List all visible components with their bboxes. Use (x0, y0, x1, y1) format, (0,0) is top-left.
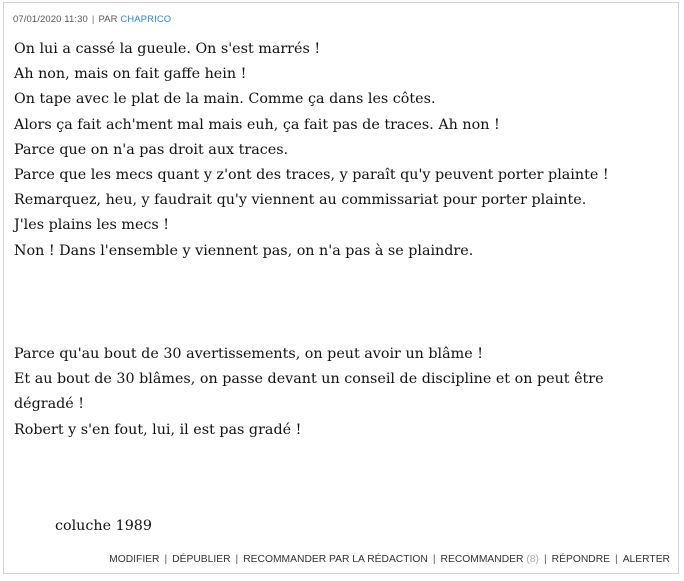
alerter-link[interactable]: ALERTER (622, 554, 670, 565)
comment-line: Robert y s'en fout, lui, il est pas gradé ! (14, 421, 302, 438)
comment-actions (109, 554, 670, 565)
comment-line: Parce que les mecs quant y z'ont des traces, y paraît qu'y peuvent porter plainte ! (14, 167, 609, 184)
comment-line: Remarquez, heu, y faudrait qu'y viennent au commissariat pour porter plainte. (14, 192, 587, 209)
action-separator: | (543, 554, 547, 565)
comment-line: Parce qu'au bout de 30 avertissements, on peut avoir un blâme ! (14, 346, 483, 362)
comment-line: Et au bout de 30 blâmes, on passe devant un conseil de discipline et on peut être dégradé ! (14, 371, 604, 413)
comment-body (14, 37, 664, 264)
action-separator: | (235, 554, 239, 565)
comment-line: Parce que on n'a pas droit aux traces. (14, 141, 289, 158)
comment-line: J'les plains les mecs ! (14, 217, 170, 234)
comment-body-paragraph-2 (14, 342, 650, 443)
by-label: PAR (98, 14, 118, 25)
comment-date: 07/01/2020 11:30 (13, 14, 88, 25)
action-separator: | (615, 554, 618, 565)
depublier-link[interactable]: DÉPUBLIER (172, 554, 231, 565)
recommander-link[interactable]: RECOMMANDER (440, 554, 524, 565)
recommander-redaction-link[interactable]: RECOMMANDER PAR LA RÉDACTION (243, 554, 428, 565)
comment-line: On tape avec le plat de la main. Comme ça dans les côtes. (14, 91, 436, 108)
modifier-link[interactable]: MODIFIER (109, 554, 160, 565)
comment-signature: coluche 1989 (55, 518, 152, 534)
comment-line: Non ! Dans l'ensemble y viennent pas, on n'a pas à se plaindre. (14, 242, 474, 259)
repondre-link[interactable]: RÉPONDRE (551, 554, 610, 565)
meta-separator: | (91, 14, 95, 25)
comment-meta (13, 14, 171, 25)
action-separator: | (164, 554, 168, 565)
comment-line: Alors ça fait ach'ment mal mais euh, ça fait pas de traces. Ah non ! (14, 116, 500, 133)
comment-line: On lui a cassé la gueule. On s'est marrés ! (14, 41, 321, 57)
comment-card (3, 2, 679, 574)
recommander-count: (8) (526, 554, 539, 565)
action-separator: | (432, 554, 436, 565)
author-link[interactable]: CHAPRICO (120, 14, 172, 25)
comment-line: Ah non, mais on fait gaffe hein ! (14, 66, 247, 83)
